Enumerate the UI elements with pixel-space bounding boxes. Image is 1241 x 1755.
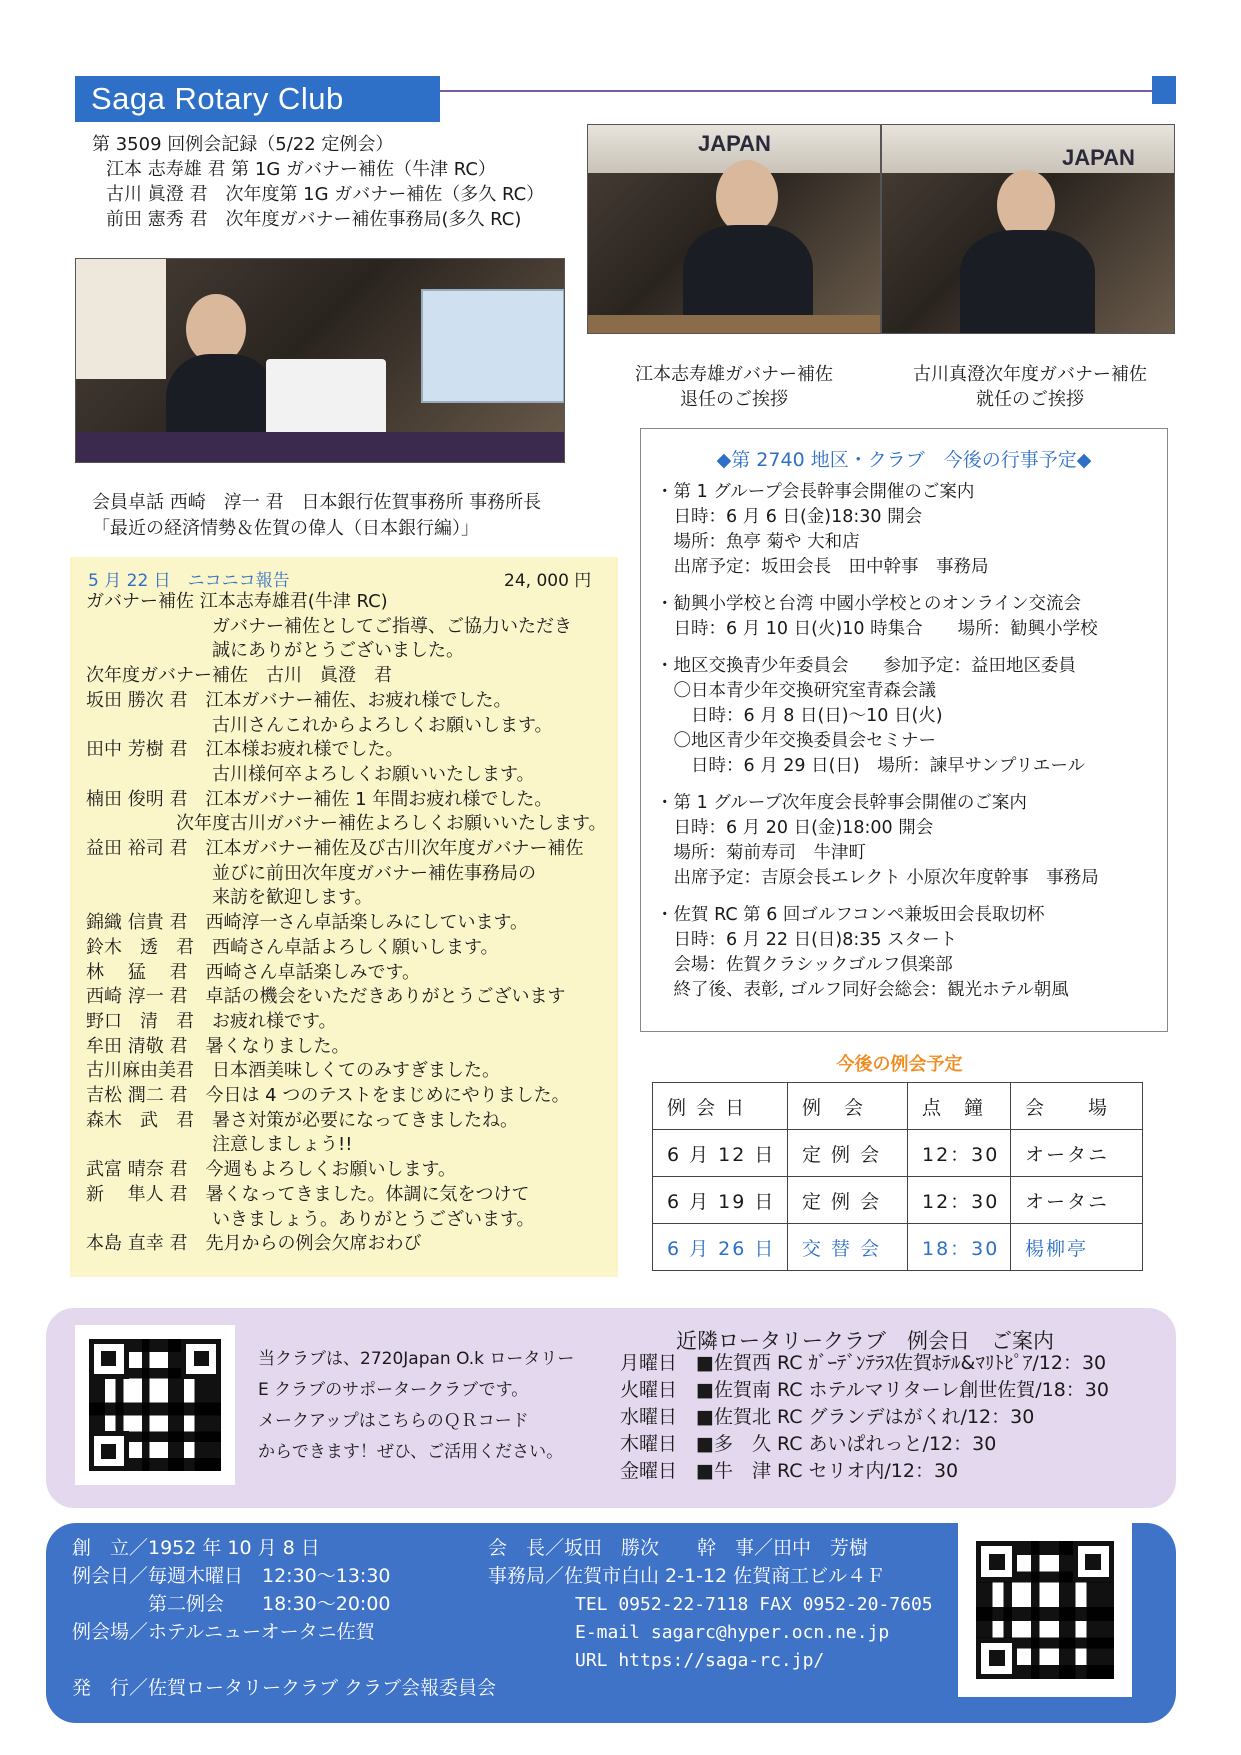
caption-emoto-line2: 退任のご挨拶 <box>680 389 788 410</box>
nikoniko-line: 古川麻由美君 日本酒美味しくてのみすぎました。 <box>86 1060 500 1082</box>
nikoniko-heading: 5 月 22 日 ニコニコ報告 <box>88 571 290 591</box>
supporter-line: E クラブのサポータークラブです。 <box>258 1380 529 1400</box>
row-venue: オータニ <box>1011 1177 1143 1224</box>
footer-url[interactable]: URL https://saga-rc.jp/ <box>575 1650 825 1671</box>
nikoniko-line: 楠田 俊明 君 江本ガバナー補佐 1 年間お疲れ様でした。 <box>86 788 553 810</box>
eclub-qr-card <box>75 1325 235 1485</box>
footer-meeting-day: 例会日／毎週木曜日 12:30～13:30 <box>72 1565 391 1587</box>
nikoniko-line: 並びに前田次年度ガバナー補佐事務局の <box>86 862 536 884</box>
footer-email[interactable]: E-mail sagarc@hyper.ocn.ne.jp <box>575 1622 890 1643</box>
nikoniko-line: 坂田 勝次 君 江本ガバナー補佐、お疲れ様でした。 <box>86 689 512 711</box>
nearby-row: 木曜日 ■多 久 RC あいぱれっと/12：30 <box>620 1433 997 1455</box>
event-line: 会場：佐賀クラシックゴルフ倶楽部 <box>656 955 953 975</box>
row-type: 交 替 会 <box>788 1224 908 1271</box>
nikoniko-line: 次年度古川ガバナー補佐よろしくお願いいたします。 <box>86 813 607 835</box>
row-date: 6 月 26 日 <box>653 1224 788 1271</box>
row-date: 6 月 19 日 <box>653 1177 788 1224</box>
club-qr-card <box>958 1523 1132 1697</box>
col-date: 例 会 日 <box>653 1083 788 1130</box>
caption-furukawa <box>890 362 1170 412</box>
footer-founded: 創 立／1952 年 10 月 8 日 <box>72 1537 320 1559</box>
record-title: 第 3509 回例会記録（5/22 定例会） <box>92 134 394 155</box>
nikoniko-line: ガバナー補佐としてご指導、ご協力いただき <box>86 615 572 637</box>
nikoniko-line: 野口 清 君 お疲れ様です。 <box>86 1010 337 1032</box>
col-venue: 会 場 <box>1011 1083 1143 1130</box>
emoto-photo <box>587 124 881 334</box>
row-venue: 楊柳亭 <box>1011 1224 1143 1271</box>
banner-text-2: JAPAN <box>1062 145 1135 170</box>
row-type: 定 例 会 <box>788 1130 908 1177</box>
guest-1: 江本 志寿雄 君 第 1G ガバナー補佐（牛津 RC） <box>106 159 496 180</box>
supporter-text <box>258 1344 574 1468</box>
speech-line1: 会員卓話 西崎 淳一 君 日本銀行佐賀事務所 事務所長 <box>92 492 542 513</box>
nikoniko-line: 西崎 淳一 君 卓話の機会をいただきありがとうございます <box>86 986 566 1008</box>
header-rule <box>440 90 1152 92</box>
nikoniko-line: 新 隼人 君 暑くなってきました。体調に気をつけて <box>86 1183 530 1205</box>
event-line: 日時：6 月 6 日(金)18:30 開会 <box>656 507 923 527</box>
col-bell: 点 鐘 <box>908 1083 1011 1130</box>
nikoniko-line: 森木 武 君 暑さ対策が必要になってきましたね。 <box>86 1109 518 1131</box>
nikoniko-line: 次年度ガバナー補佐 古川 眞澄 君 <box>86 665 392 687</box>
schedule-header-row <box>653 1083 1143 1130</box>
schedule-title: 今後の例会予定 <box>836 1054 963 1075</box>
caption-furukawa-line2: 就任のご挨拶 <box>976 389 1084 410</box>
speaker-photo <box>75 258 565 463</box>
qr-code-icon[interactable] <box>89 1339 221 1471</box>
speech-caption <box>92 490 541 542</box>
nikoniko-line: 吉松 潤二 君 今日は 4 つのテストをまじめにやりました。 <box>86 1085 570 1106</box>
nikoniko-line: 古川様何卒よろしくお願いいたします。 <box>86 763 535 785</box>
caption-emoto-line1: 江本志寿雄ガバナー補佐 <box>635 364 833 385</box>
supporter-line: メークアップはこちらのＱＲコード <box>258 1411 529 1431</box>
nearby-row: 火曜日 ■佐賀南 RC ホテルマリターレ創世佐賀/18：30 <box>620 1379 1109 1401</box>
nikoniko-line: 来訪を歓迎します。 <box>86 887 373 909</box>
nikoniko-line: 古川さんこれからよろしくお願いします。 <box>86 714 553 736</box>
banner-text: JAPAN <box>698 131 771 156</box>
caption-emoto <box>600 362 868 412</box>
table-row <box>653 1224 1143 1271</box>
event-line: 日時：6 月 10 日(火)10 時集合 場所：勧興小学校 <box>656 619 1098 639</box>
event-line: ・地区交換青少年委員会 参加予定：益田地区委員 <box>656 656 1076 676</box>
nikoniko-line: ガバナー補佐 江本志寿雄君(牛津 RC) <box>86 591 388 612</box>
event-line: 日時：6 月 20 日(金)18:00 開会 <box>656 818 934 838</box>
col-type: 例 会 <box>788 1083 908 1130</box>
nearby-row: 水曜日 ■佐賀北 RC グランデはがくれ/12：30 <box>620 1406 1035 1428</box>
event-line: 〇日本青少年交換研究室青森会議 <box>656 681 936 701</box>
nikoniko-line: いきましょう。ありがとうございます。 <box>86 1208 535 1230</box>
event-line: ・第 1 グループ会長幹事会開催のご案内 <box>656 482 975 502</box>
nikoniko-line: 鈴木 透 君 西崎さん卓話よろしく願いします。 <box>86 936 499 958</box>
nikoniko-line: 錦織 信貴 君 西崎淳一さん卓話楽しみにしています。 <box>86 912 529 934</box>
events-title: ◆第 2740 地区・クラブ 今後の行事予定◆ <box>716 449 1092 471</box>
nearby-title: 近隣ロータリークラブ 例会日 ご案内 <box>676 1329 1054 1353</box>
guest-3: 前田 憲秀 君 次年度ガバナー補佐事務局(多久 RC) <box>106 209 522 230</box>
event-line: 〇地区青少年交換委員会セミナー <box>656 731 936 751</box>
furukawa-photo <box>881 124 1175 334</box>
row-bell: 18：30 <box>908 1224 1011 1271</box>
footer-officers: 会 長／坂田 勝次 幹 事／田中 芳樹 <box>488 1537 869 1559</box>
meeting-record <box>92 132 544 232</box>
event-line: 場所：魚亭 菊や 大和店 <box>656 532 860 552</box>
header-accent <box>1152 76 1176 104</box>
nikoniko-line: 田中 芳樹 君 江本様お疲れ様でした。 <box>86 739 404 761</box>
schedule-table <box>652 1082 1143 1271</box>
event-line: ・佐賀 RC 第 6 回ゴルフコンペ兼坂田会長取切杯 <box>656 905 1045 925</box>
nearby-row: 金曜日 ■牛 津 RC セリオ内/12：30 <box>620 1460 959 1482</box>
nikoniko-line: 益田 裕司 君 江本ガバナー補佐及び古川次年度ガバナー補佐 <box>86 838 584 859</box>
row-bell: 12：30 <box>908 1130 1011 1177</box>
caption-furukawa-line1: 古川真澄次年度ガバナー補佐 <box>913 364 1147 385</box>
row-bell: 12：30 <box>908 1177 1011 1224</box>
event-line: 日時：6 月 22 日(日)8:35 スタート <box>656 930 958 950</box>
table-row <box>653 1130 1143 1177</box>
footer-venue: 例会場／ホテルニューオータニ佐賀 <box>72 1621 375 1643</box>
nikoniko-line: 誠にありがとうございました。 <box>86 640 464 662</box>
speech-line2: 「最近の経済情勢＆佐賀の偉人（日本銀行編）」 <box>92 518 479 539</box>
qr-code-icon[interactable] <box>976 1541 1114 1679</box>
event-line: 場所：菊前寿司 牛津町 <box>656 843 866 863</box>
nikoniko-line: 牟田 清敬 君 暑くなりました。 <box>86 1035 350 1057</box>
guest-2: 古川 眞澄 君 次年度第 1G ガバナー補佐（多久 RC） <box>106 184 545 205</box>
nikoniko-line: 武富 晴奈 君 今週もよろしくお願いします。 <box>86 1159 457 1181</box>
event-line: 出席予定：坂田会長 田中幹事 事務局 <box>656 557 989 577</box>
nearby-row: 月曜日 ■佐賀西 RC ｶﾞｰﾃﾞﾝﾃﾗｽ佐賀ﾎﾃﾙ&ﾏﾘﾄﾋﾟｱ/12：30 <box>620 1352 1107 1374</box>
footer-second-meeting: 第二例会 18:30～20:00 <box>72 1593 391 1615</box>
table-row <box>653 1177 1143 1224</box>
page-title: Saga Rotary Club <box>75 76 440 122</box>
supporter-line: 当クラブは、2720Japan O.k ロータリー <box>258 1349 575 1369</box>
footer-office: 事務局／佐賀市白山 2-1-12 佐賀商工ビル４Ｆ <box>488 1565 886 1587</box>
event-line: 出席予定：吉原会長エレクト 小原次年度幹事 事務局 <box>656 868 1099 888</box>
nikoniko-amount: 24, 000 円 <box>504 571 592 591</box>
event-line: 日時：6 月 8 日(日)～10 日(火) <box>656 706 943 726</box>
event-line: ・勧興小学校と台湾 中國小学校とのオンライン交流会 <box>656 594 1082 614</box>
row-venue: オータニ <box>1011 1130 1143 1177</box>
footer-publisher: 発 行／佐賀ロータリークラブ クラブ会報委員会 <box>72 1677 497 1699</box>
nikoniko-line: 注意しましょう!! <box>86 1134 353 1156</box>
row-type: 定 例 会 <box>788 1177 908 1224</box>
nikoniko-line: 本島 直幸 君 先月からの例会欠席おわび <box>86 1233 422 1255</box>
row-date: 6 月 12 日 <box>653 1130 788 1177</box>
nikoniko-line: 林 猛 君 西崎さん卓話楽しみです。 <box>86 961 421 983</box>
event-line: 日時：6 月 29 日(日) 場所：諫早サンプリエール <box>656 756 1085 776</box>
event-line: ・第 1 グループ次年度会長幹事会開催のご案内 <box>656 793 1027 813</box>
event-line: 終了後、表彰, ゴルフ同好会総会：観光ホテル朝風 <box>656 980 1069 1000</box>
supporter-line: からできます！ぜひ、ご活用ください。 <box>258 1442 564 1462</box>
footer-tel: TEL 0952-22-7118 FAX 0952-20-7605 <box>575 1594 933 1615</box>
